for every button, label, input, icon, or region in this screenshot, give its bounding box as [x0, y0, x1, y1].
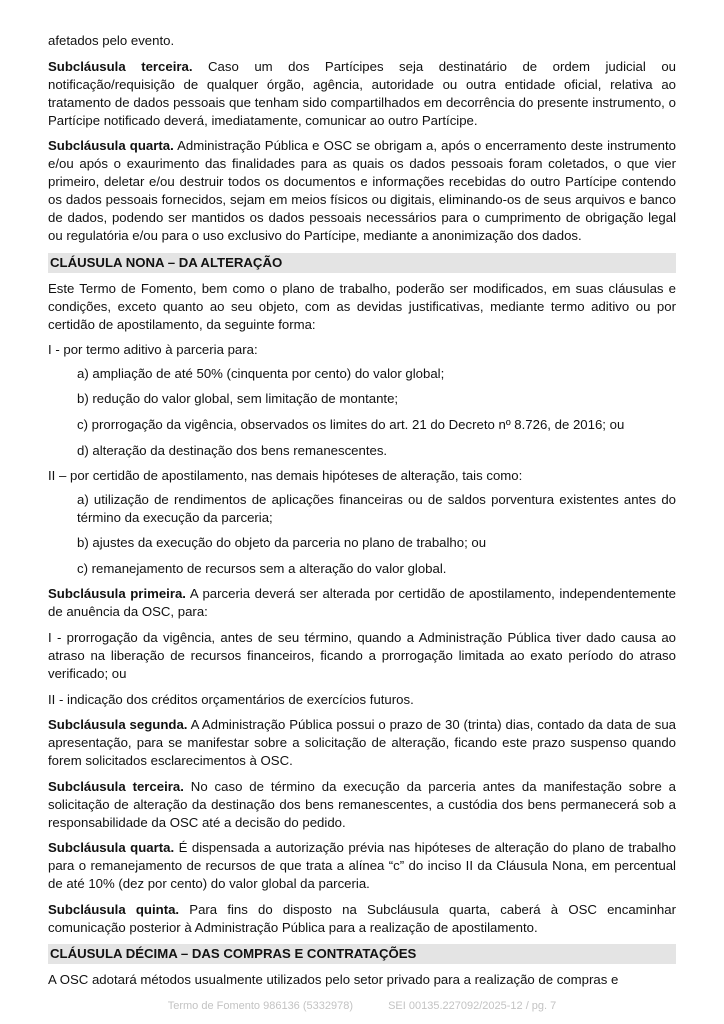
subclause-text: É dispensada a autorização prévia nas hipóteses de alteração do plano de trabalho para o remanejamento de recursos de que trata a alínea “c” do inciso II da Cláusula Nona, em percentual de até 10% (dez por cento) do valor global da parceria.: [48, 840, 676, 892]
page-footer: [0, 1000, 724, 1012]
section-heading-nona: CLÁUSULA NONA – DA ALTERAÇÃO: [48, 253, 676, 273]
subclause-lead: Subcláusula quarta.: [48, 840, 175, 856]
subclause-lead: Subcláusula terceira.: [48, 778, 184, 794]
paragraph-continuation: afetados pelo evento.: [48, 33, 175, 48]
subclause-text: Caso um dos Partícipes seja destinatário de ordem judicial ou notificação/requisição de qualquer órgão, agência, autoridade ou outra entidade oficial, relativa ao tratamento de dados pessoais que tenham sido compartilhados em decorrência do presente instrumento, o Partícipe notificado deverá, imediatamente, comunicar ao outro Partícipe.: [48, 58, 676, 128]
footer-process-page: SEI 00135.227092/2025-12 / pg. 7: [388, 1000, 557, 1012]
list-item-II: II – por certidão de apostilamento, nas demais hipóteses de alteração, tais como:: [48, 468, 523, 484]
nona-subclause-segunda: [48, 716, 676, 770]
list-item-I-d: d) alteração da destinação dos bens remanescentes.: [77, 442, 388, 458]
subclause-text: No caso de término da execução da parceria antes da manifestação sobre a solicitação de alteração da destinação dos bens remanescentes, a custódia dos bens permanecerá sob a responsabilidade da OSC até a decisão do pedido.: [48, 778, 677, 830]
list-item-II-c: c) remanejamento de recursos sem a alteração do valor global.: [77, 560, 447, 576]
nona-subclause-quinta: [48, 901, 676, 937]
list-item-II-a: a) utilização de rendimentos de aplicações financeiras ou de saldos porventura existentes antes do término da execução da parceria;: [77, 491, 676, 525]
subclause-lead: Subcláusula quinta.: [48, 901, 180, 917]
subclause-lead: Subcláusula primeira.: [48, 586, 186, 602]
subclause-text: A Administração Pública possui o prazo de 30 (trinta) dias, contado da data de sua apresentação, para se manifestar sobre a solicitação de alteração, ficando este prazo suspenso quando forem solicitados esclarecimentos à OSC.: [48, 717, 676, 769]
list-item-I: I - por termo aditivo à parceria para:: [48, 342, 258, 358]
list-item-I-b: b) redução do valor global, sem limitação de montante;: [77, 391, 399, 407]
section-heading-decima: CLÁUSULA DÉCIMA – DAS COMPRAS E CONTRATAÇÕES: [48, 944, 676, 964]
nona-subclause-primeira: [48, 585, 676, 621]
nona-subclause-primeira-I: I - prorrogação da vigência, antes de seu término, quando a Administração Pública tiver dado causa ao atraso na liberação de recursos financeiros, ficando a prorrogação limitada ao exato período do atraso verificado; ou: [48, 629, 676, 681]
subclause-quarta: [48, 137, 676, 245]
subclause-text: Administração Pública e OSC se obrigam a, após o encerramento deste instrumento e/ou após o exaurimento das finalidades para as quais os dados pessoais foram coletados, o que vier primeiro, deletar e/ou destruir todos os documentos e informações recebidas do outro Partícipe contendo os dados pessoais fornecidos, sejam em meios físicos ou digitais, eliminando-os de seus arquivos e banco de dados, podendo ser mantidos os dados pessoais necessários para o cumprimento de obrigação legal ou regulatória e/ou para o uso exclusivo do Partícipe, mediante a anonimização dos dados.: [48, 138, 676, 244]
nona-subclause-terceira: [48, 778, 676, 832]
nona-intro: Este Termo de Fomento, bem como o plano de trabalho, poderão ser modificados, em suas cláusulas e condições, exceto quanto ao seu objeto, com as devidas justificativas, mediante termo aditivo ou por certidão de apostilamento, da seguinte forma:: [48, 280, 676, 332]
list-item-I-a: a) ampliação de até 50% (cinquenta por cento) do valor global;: [77, 365, 445, 381]
subclause-text: A parceria deverá ser alterada por certidão de apostilamento, independentemente de anuência da OSC, para:: [48, 586, 676, 620]
nona-subclause-quarta: [48, 839, 676, 893]
footer-document-id: Termo de Fomento 986136 (5332978): [167, 1000, 354, 1012]
subclause-lead: Subcláusula terceira.: [48, 58, 193, 74]
decima-text: A OSC adotará métodos usualmente utilizados pelo setor privado para a realização de compras e: [48, 972, 619, 988]
list-item-I-c: c) prorrogação da vigência, observados os limites do art. 21 do Decreto nº 8.726, de 2016; ou: [77, 416, 625, 432]
subclause-lead: Subcláusula quarta.: [48, 138, 174, 154]
subclause-terceira: [48, 58, 676, 130]
document-body: [48, 32, 676, 989]
list-item-II-b: b) ajustes da execução do objeto da parceria no plano de trabalho; ou: [77, 535, 487, 551]
subclause-lead: Subcláusula segunda.: [48, 717, 188, 733]
subclause-text: Para fins do disposto na Subcláusula quarta, caberá à OSC encaminhar comunicação posterior à Administração Pública para a realização de apostilamento.: [48, 901, 676, 935]
nona-subclause-primeira-II: II - indicação dos créditos orçamentários de exercícios futuros.: [48, 691, 414, 707]
